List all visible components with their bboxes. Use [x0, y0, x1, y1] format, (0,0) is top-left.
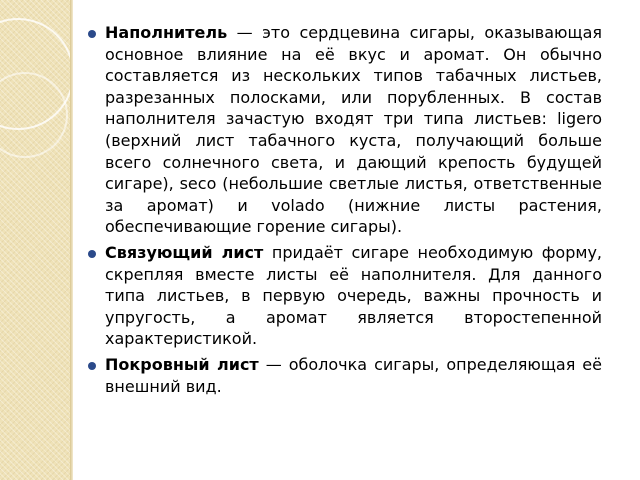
slide-content [88, 22, 602, 401]
bullet-list [88, 22, 602, 397]
term-filler: Наполнитель [105, 23, 228, 42]
bullet-wrapper [88, 354, 602, 397]
description-filler: — это сердцевина сигары, оказывающая основное влияние на её вкус и аромат. Он обычно составляется из нескольких типов табачных листьев, разрезанных полосками, или порубленных. В состав наполнителя зачастую входят три типа листьев: ligero (верхний лист табачного куста, получающий больше всего солнечного света, и дающий крепость будущей сигаре), seco (небольшие светлые листья, ответственные за аромат) и volado (нижние листы растения, обеспечивающие горение сигары). [105, 23, 602, 237]
term-wrapper: Покровный лист [105, 354, 259, 374]
bullet-dot-icon [88, 30, 96, 38]
term-binder: Связующий лист [105, 242, 264, 262]
bullet-dot-icon [88, 250, 96, 258]
description-wrapper: — оболочка сигары, определяющая её внешний вид. [105, 354, 602, 396]
bullet-filler [88, 22, 602, 238]
decorative-sidebar [0, 0, 70, 480]
description-binder: придаёт сигаре необходимую форму, скрепляя вместе листы её наполнителя. Для данного типа листьев, в первую очередь, важны прочность и упругость, а аромат является второстепенной характеристикой. [105, 242, 603, 349]
sidebar-edge [70, 0, 73, 480]
bullet-binder [88, 242, 602, 350]
bullet-dot-icon [88, 362, 96, 370]
